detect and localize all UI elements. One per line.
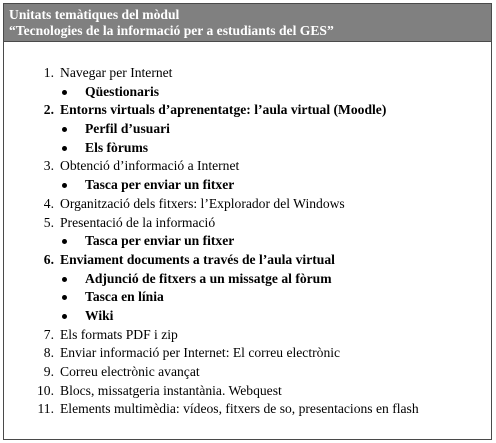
- bullet-icon: [62, 90, 67, 95]
- unit-number: 2.: [43, 102, 54, 118]
- unit-item: [4, 363, 491, 382]
- unit-item: [4, 326, 491, 345]
- unit-number: 8.: [43, 345, 54, 361]
- header-line-2: “Tecnologies de la informació per a estudiants del GES”: [9, 23, 334, 38]
- sub-item: [4, 120, 491, 139]
- unit-title: Navegar per Internet: [60, 65, 173, 80]
- sub-item-label: Tasca en línia: [85, 289, 164, 305]
- unit-item: [4, 344, 491, 363]
- unit-title: Blocs, missatgeria instantània. Webquest: [60, 382, 282, 398]
- unit-title: Presentació de la informació: [60, 214, 216, 230]
- unit-item: [4, 400, 491, 419]
- bullet-icon: [62, 295, 67, 300]
- sub-item: [4, 307, 491, 326]
- bullet-icon: [62, 127, 67, 132]
- unit-title: Correu electrònic avançat: [60, 364, 200, 379]
- unit-item: [4, 64, 491, 83]
- unit-title: Obtenció d’informació a Internet: [60, 158, 240, 174]
- sub-item-label: Els fòrums: [85, 139, 149, 155]
- unit-number: 6.: [43, 251, 54, 267]
- bullet-icon: [62, 239, 67, 244]
- header-line-1: Unitats temàtiques del mòdul: [9, 7, 180, 22]
- sub-item: [4, 232, 491, 251]
- unit-item: [4, 214, 491, 233]
- sub-item: [4, 270, 491, 289]
- unit-title: Entorns virtuals d’aprenentatge: l’aula virtual (Moodle): [60, 102, 387, 118]
- unit-item: [4, 251, 491, 270]
- unit-title: Enviament documents a través de l’aula virtual: [60, 251, 335, 267]
- unit-title: Organització dels fitxers: l’Explorador del Windows: [60, 195, 345, 211]
- unit-number: 7.: [43, 326, 54, 342]
- unit-item: [4, 195, 491, 214]
- unit-item: [4, 157, 491, 176]
- unit-number: 5.: [43, 214, 54, 230]
- sub-item-label: Tasca per enviar un fitxer: [85, 233, 235, 249]
- sub-item: [4, 83, 491, 102]
- sub-item-label: Tasca per enviar un fitxer: [85, 177, 235, 193]
- bullet-icon: [62, 146, 67, 151]
- unit-item: [4, 382, 491, 401]
- sub-item: [4, 139, 491, 158]
- sub-item-label: Adjunció de fitxers a un missatge al fòrum: [85, 270, 332, 286]
- bullet-icon: [62, 314, 67, 319]
- unit-number: 1.: [43, 65, 54, 80]
- unit-number: 10.: [37, 382, 54, 398]
- unit-list: [4, 64, 491, 419]
- unit-title: Els formats PDF i zip: [60, 326, 178, 342]
- unit-title: Enviar informació per Internet: El correu electrònic: [60, 345, 341, 361]
- sub-item: [4, 288, 491, 307]
- unit-title: Elements multimèdia: vídeos, fitxers de so, presentacions en flash: [60, 401, 419, 417]
- sub-item-label: Wiki: [85, 307, 114, 323]
- unit-number: 3.: [43, 158, 54, 174]
- unit-item: [4, 101, 491, 120]
- unit-number: 9.: [43, 364, 54, 379]
- sub-item-label: Perfil d’usuari: [85, 121, 170, 137]
- sub-item-label: Qüestionaris: [85, 83, 160, 99]
- units-table: [3, 3, 492, 440]
- table-header: [4, 4, 491, 42]
- sub-item: [4, 176, 491, 195]
- unit-number: 4.: [43, 195, 54, 211]
- bullet-icon: [62, 277, 67, 282]
- bullet-icon: [62, 183, 67, 188]
- unit-number: 11.: [37, 401, 54, 417]
